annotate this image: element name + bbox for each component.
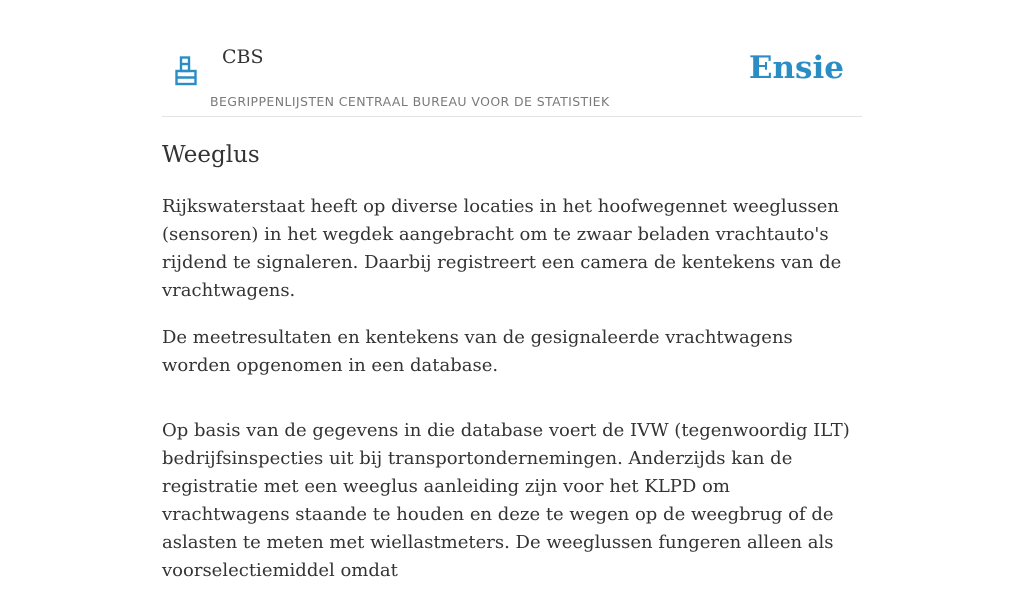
site-header bbox=[162, 0, 862, 117]
paragraph-2: De meetresultaten en kentekens van de gesignaleerde vrachtwagens worden opgenomen in een database. bbox=[162, 327, 793, 376]
cbs-logo-icon[interactable] bbox=[175, 56, 197, 86]
article bbox=[162, 140, 862, 604]
header-subtitle: BEGRIPPENLIJSTEN CENTRAAL BUREAU VOOR DE STATISTIEK bbox=[210, 94, 610, 109]
paragraph-3: Op basis van de gegevens in die database voert de IVW (tegenwoordig ILT) bedrijfsinspecties uit bij transportondernemingen. Anderzijds kan de registratie met een weeglus aanleiding zijn voor het KLPD om vrachtwagens staande te houden en deze te wegen op de weegbrug of de aslasten te meten met wiellastmeters. De weeglussen fungeren alleen als voorselectiemiddel omdat bbox=[162, 420, 850, 581]
page-title: Weeglus bbox=[162, 142, 260, 168]
paragraph-1: Rijkswaterstaat heeft op diverse locaties in het hoofwegennet weeglussen (sensoren) in het wegdek aangebracht om te zwaar beladen vrachtauto's rijdend te signaleren. Daarbij registreert een camera de kentekens van de vrachtwagens. bbox=[162, 196, 842, 301]
brand-name[interactable]: CBS bbox=[222, 46, 264, 68]
ensie-logo-link[interactable]: Ensie bbox=[748, 50, 844, 86]
